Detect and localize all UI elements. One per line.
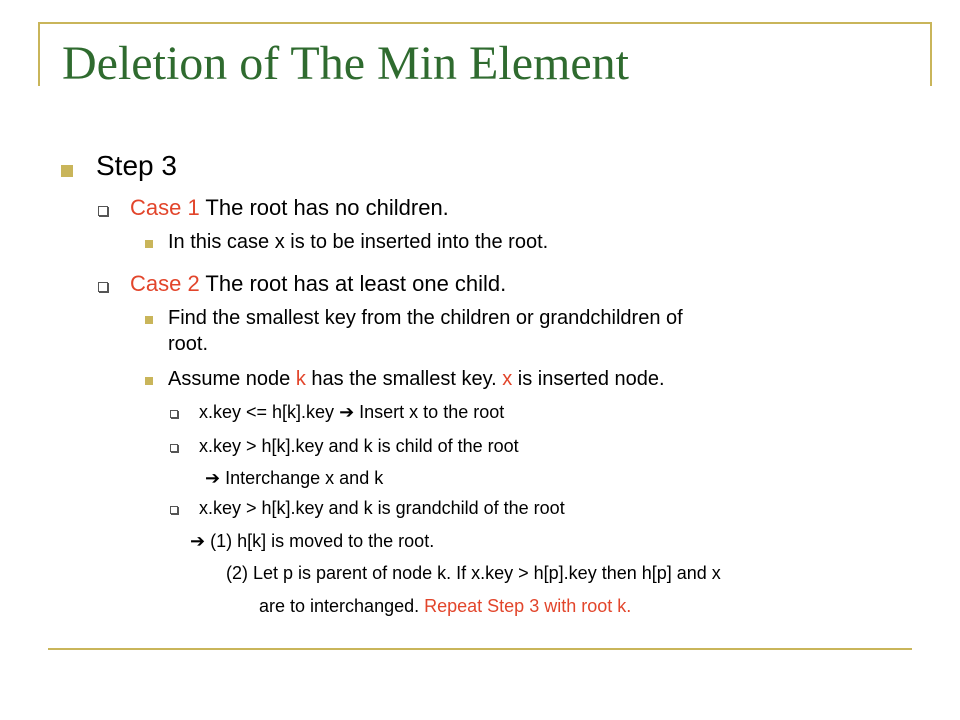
right-vertical-rule (930, 22, 932, 86)
sub1-post: Insert x to the root (354, 402, 505, 422)
sub2-line2 (205, 468, 383, 489)
sub1-line (199, 402, 504, 423)
sub3-line2 (190, 531, 434, 552)
left-vertical-rule (38, 22, 40, 86)
sub2-line2-text: Interchange x and k (220, 468, 384, 488)
assume-k: k (295, 368, 306, 390)
case2-text: The root has at least one child. (199, 271, 507, 296)
sub3-line4-text: are to interchanged. (259, 596, 425, 616)
bullet-square-icon (61, 165, 73, 177)
sub2-line1: x.key > h[k].key and k is child of the root (199, 436, 519, 456)
assume-mid: has the smallest key. (305, 368, 503, 390)
sub3-line3: (2) Let p is parent of node k. If x.key > h[p].key then h[p] and x (226, 563, 721, 583)
case2-find-line2: root. (168, 333, 209, 355)
bottom-horizontal-rule (48, 648, 912, 650)
arrow-right-icon: ➔ (190, 531, 206, 551)
hollow-bullet-icon (170, 506, 178, 514)
assume-post: is inserted node. (512, 368, 665, 390)
hollow-bullet-icon (98, 282, 108, 292)
case1-line (130, 195, 449, 221)
case1-detail: In this case x is to be inserted into the root. (168, 231, 549, 253)
case2-find-line1: Find the smallest key from the children or grandchildren of (168, 307, 683, 329)
step-heading: Step 3 (96, 150, 177, 181)
case2-line (130, 271, 506, 297)
bullet-square-icon (145, 240, 153, 248)
repeat-step-note: Repeat Step 3 with root k. (424, 596, 632, 616)
sub1-pre: x.key <= h[k].key (199, 402, 340, 422)
sub3-line2-text: (1) h[k] is moved to the root. (205, 531, 435, 551)
assume-pre: Assume node (168, 368, 296, 390)
case1-text: The root has no children. (199, 195, 449, 220)
hollow-bullet-icon (170, 410, 178, 418)
arrow-right-icon: ➔ (205, 468, 221, 488)
top-horizontal-rule (38, 22, 932, 24)
case2-label: Case 2 (130, 271, 200, 296)
bullet-square-icon (145, 316, 153, 324)
bullet-square-icon (145, 377, 153, 385)
sub3-line1: x.key > h[k].key and k is grandchild of the root (199, 498, 565, 518)
hollow-bullet-icon (170, 444, 178, 452)
assume-line (168, 368, 665, 391)
slide-title: Deletion of The Min Element (62, 37, 629, 90)
assume-x: x (502, 368, 513, 390)
sub3-line4 (259, 596, 631, 617)
case1-label: Case 1 (130, 195, 200, 220)
arrow-right-icon: ➔ (339, 402, 355, 422)
hollow-bullet-icon (98, 206, 108, 216)
